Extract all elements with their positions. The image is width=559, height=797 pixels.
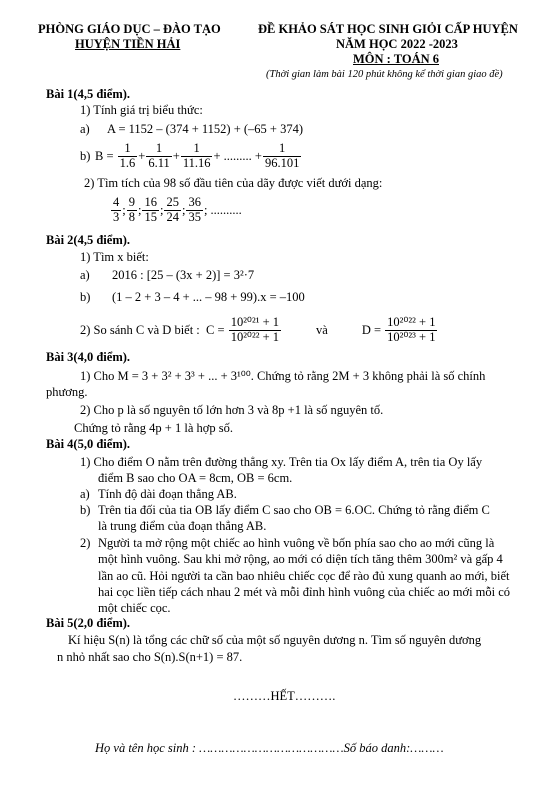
b-frac-2: $\frac{1}{6.11}$ xyxy=(148,141,170,170)
sep: ; xyxy=(181,202,186,217)
bai2-b-expr: (1 – 2 + 3 – 4 + ... – 98 + 99).x = –100 xyxy=(112,290,305,304)
bai2-a-expr: 2016 : [25 – (3x + 2)] = 3²·7 xyxy=(112,268,255,282)
seq-frac-3: $\frac{16}{15}$ xyxy=(144,195,157,224)
bai2-q2 xyxy=(80,313,438,347)
b-frac-3: $\frac{1}{11.16}$ xyxy=(182,141,211,170)
time-note: (Thời gian làm bài 120 phút không kể thời gian giao đề) xyxy=(266,69,503,80)
m-expr: 3 + 3² + 3³ + ... + 3¹⁰⁰ xyxy=(141,369,251,383)
exam-title: ĐỀ KHẢO SÁT HỌC SINH GIỎI CẤP HUYỆN xyxy=(258,22,518,36)
seq-tail: ; .......... xyxy=(203,202,242,217)
plus: + xyxy=(138,148,146,163)
bai4-a-label: a) xyxy=(80,487,90,501)
bai4-q2-line5: một chiếc cọc. xyxy=(98,601,171,615)
seq-frac-5: $\frac{36}{35}$ xyxy=(188,195,201,224)
bai3-q1 xyxy=(80,368,485,384)
sep: ; xyxy=(159,202,164,217)
bai4-q2-label: 2) xyxy=(80,536,91,550)
q1-part1: 1) Cho M = xyxy=(80,369,139,383)
bai2-q1: 1) Tìm x biết: xyxy=(80,250,149,264)
bai2-a-label: a) xyxy=(80,268,90,282)
d-prefix: D = xyxy=(361,322,382,337)
bai4-q2-line2: một hình vuông. Sau khi mở rộng, ao mới có diện tích tăng thêm 300m² và gấp 4 xyxy=(98,552,503,566)
b-frac-4: $\frac{1}{96.101}$ xyxy=(264,141,300,170)
bai1-b-label: b) xyxy=(80,149,91,163)
seq-frac-4: $\frac{25}{24}$ xyxy=(166,195,179,224)
bai1-a-label: a) xyxy=(80,122,90,136)
student-info-line: Họ và tên học sinh : …………………………………Số báo danh:……… xyxy=(95,741,444,755)
b-frac-1: $\frac{1}{1.6}$ xyxy=(119,141,136,170)
bai4-q2-line4: hai cọc liền tiếp cách nhau 2 mét và mỗi đỉnh hình vuông của chiếc ao mới mỗi có xyxy=(98,585,511,599)
c-prefix: C = xyxy=(206,322,225,337)
bai1-sequence xyxy=(110,193,242,227)
bai4-q1-line1: 1) Cho điểm O nằm trên đường thẳng xy. Trên tia Ox lấy điểm A, trên tia Oy lấy xyxy=(80,455,483,469)
bai4-b-label: b) xyxy=(80,503,91,517)
bai4-q2-line1: Người ta mở rộng một chiếc ao hình vuông về bốn phía sao cho ao mới cũng là xyxy=(98,536,495,550)
subject: MÔN : TOÁN 6 xyxy=(353,52,439,66)
bai1-b-expr xyxy=(95,139,302,173)
plus: + xyxy=(172,148,180,163)
sep: ; xyxy=(122,202,126,217)
seq-frac-1: $\frac{4}{3}$ xyxy=(113,195,120,224)
bai4-q1-line2: điểm B sao cho OA = 8cm, OB = 6cm. xyxy=(98,471,293,485)
bai3-q2-line1: 2) Cho p là số nguyên tố lớn hơn 3 và 8p +1 là số nguyên tố. xyxy=(80,403,384,417)
bai4-q2-line3: lần ao cũ. Hỏi người ta cần bao nhiêu chiếc cọc để rào đủ xung quanh ao mới, biết xyxy=(98,569,510,583)
c-fraction: $\frac{\text{10²⁰²¹ + 1}}{\text{10²⁰²² + 1}}$ xyxy=(230,315,279,344)
bai5-title: Bài 5(2,0 điểm). xyxy=(46,616,131,630)
seq-frac-2: $\frac{9}{8}$ xyxy=(128,195,135,224)
end-marker: ………HẾT………. xyxy=(233,689,336,703)
bai4-a-text: Tính độ dài đoạn thẳng AB. xyxy=(98,487,237,501)
bai1-q2: 2) Tìm tích của 98 số đầu tiên của dãy được viết dưới dạng: xyxy=(84,176,383,190)
and-word: và xyxy=(316,322,328,337)
dots: + ......... + xyxy=(213,148,262,163)
b-prefix: B = xyxy=(95,148,114,163)
department-name: PHÒNG GIÁO DỤC – ĐÀO TẠO xyxy=(38,22,221,36)
school-year: NĂM HỌC 2022 -2023 xyxy=(336,37,458,51)
bai3-title: Bài 3(4,0 điểm). xyxy=(46,350,131,364)
bai4-b-line1: Trên tia đối của tia OB lấy điểm C sao cho OB = 6.OC. Chứng tỏ rằng điểm C xyxy=(98,503,490,517)
bai5-line2: n nhỏ nhất sao cho S(n).S(n+1) = 87. xyxy=(57,650,243,664)
bai4-title: Bài 4(5,0 điểm). xyxy=(46,437,131,451)
bai1-a-expr: A = 1152 – (374 + 1152) + (–65 + 374) xyxy=(107,122,304,136)
bai3-q2-line2: Chứng tỏ rằng 4p + 1 là hợp số. xyxy=(74,421,233,435)
sep: ; xyxy=(137,202,142,217)
bai1-title: Bài 1(4,5 điểm). xyxy=(46,87,131,101)
d-fraction: $\frac{\text{10²⁰²² + 1}}{\text{10²⁰²³ + 1}}$ xyxy=(387,315,436,344)
bai4-b-line2: là trung điểm của đoạn thẳng AB. xyxy=(98,519,267,533)
bai3-q1-line2: phương. xyxy=(46,385,88,399)
bai2-title: Bài 2(4,5 điểm). xyxy=(46,233,131,247)
q1-part2: . Chứng tỏ rằng 2M + 3 không phải là số chính xyxy=(250,369,486,383)
bai2-b-label: b) xyxy=(80,290,91,304)
compare-label: 2) So sánh C và D biết : xyxy=(80,322,200,337)
bai1-q1: 1) Tính giá trị biểu thức: xyxy=(80,103,203,117)
district-name: HUYỆN TIỀN HẢI xyxy=(75,37,181,51)
bai5-line1: Kí hiệu S(n) là tổng các chữ số của một số nguyên dương n. Tìm số nguyên dương xyxy=(68,633,482,647)
